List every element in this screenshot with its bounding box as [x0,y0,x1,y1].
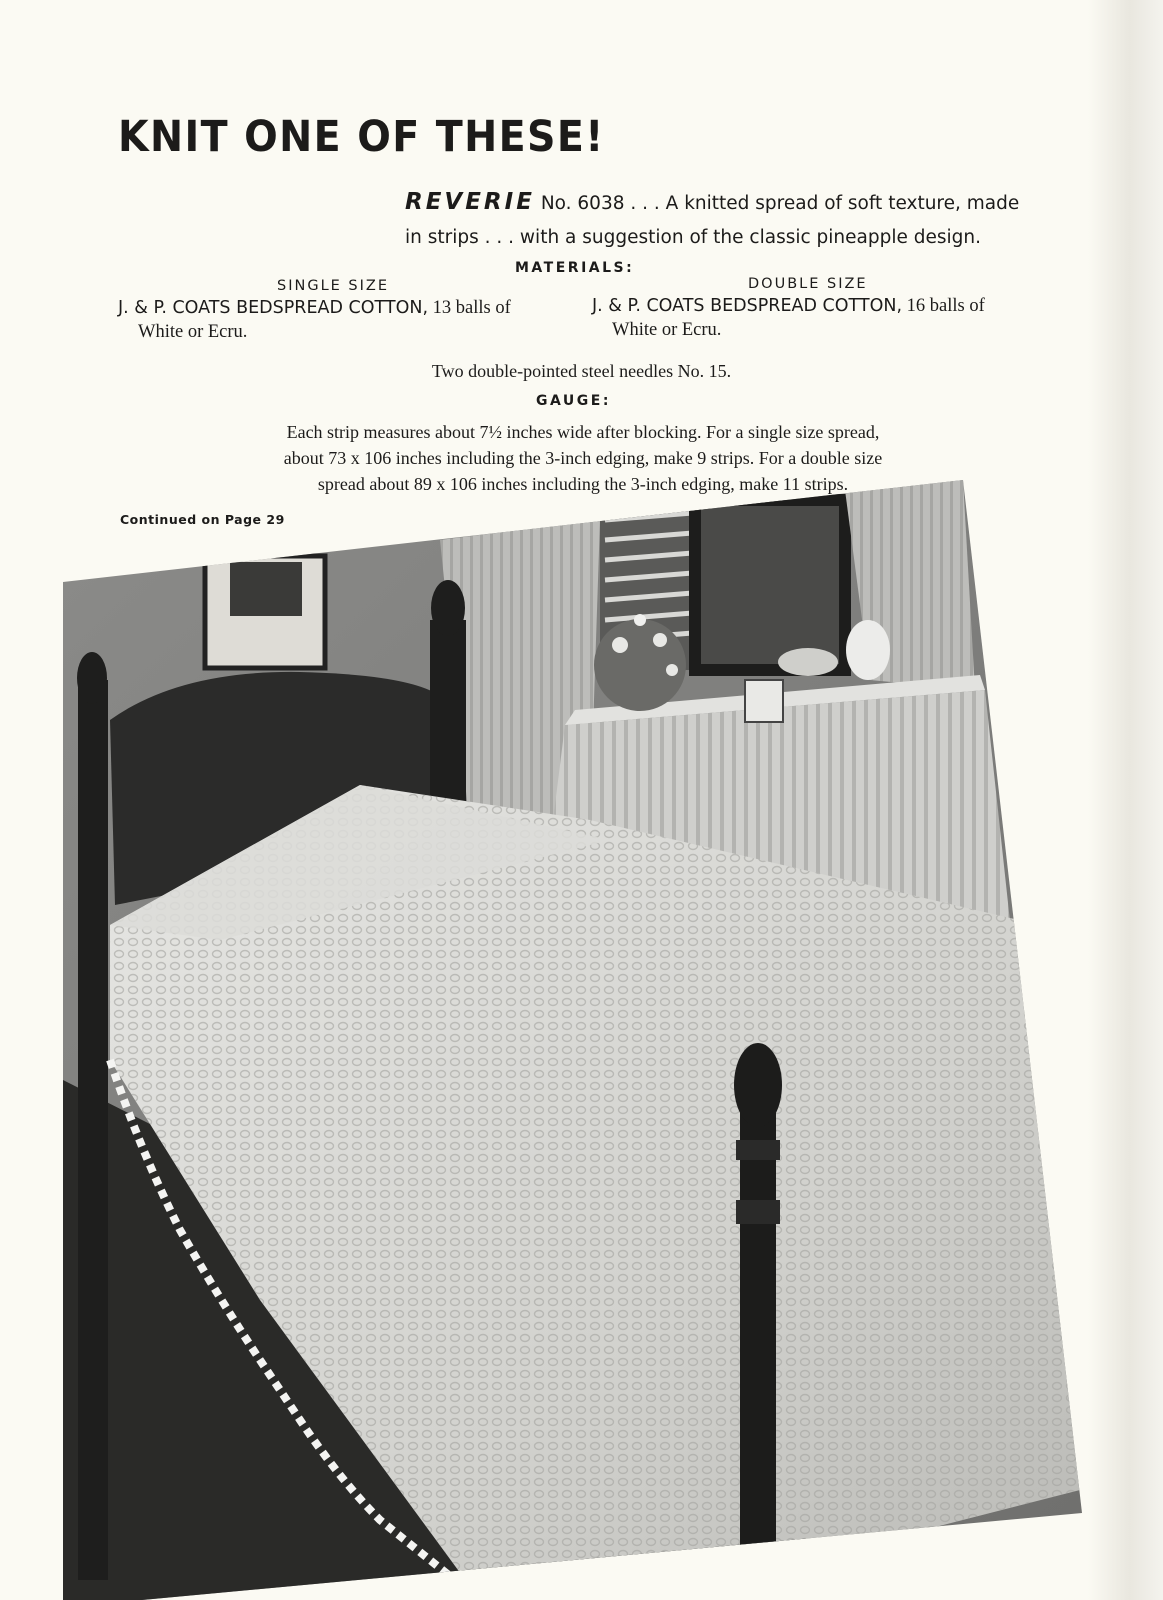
single-color: White or Ecru. [138,322,248,342]
needles-note: Two double-pointed steel needles No. 15. [431,361,732,381]
single-size-heading: SINGLE SIZE [277,278,389,294]
pattern-description-2: in strips . . . with a suggestion of the classic pineapple design. [405,227,982,248]
double-size-heading: DOUBLE SIZE [748,276,868,292]
single-brand: J. & P. COATS BEDSPREAD COTTON, [118,298,429,318]
gauge-line-3: spread about 89 x 106 inches including the 3-inch edging, make 11 strips. [317,474,849,494]
gauge-line-1: Each strip measures about 7½ inches wide after blocking. For a single size spread, [286,422,880,442]
pattern-name: REVERIE [405,189,535,215]
page-title: KNIT ONE OF THESE! [118,112,605,162]
materials-heading: MATERIALS: [515,260,635,276]
pattern-description-1: No. 6038 . . . A knitted spread of soft texture, made [540,193,1020,214]
double-color: White or Ecru. [612,320,722,340]
single-amount: 13 balls of [432,298,511,318]
double-amount: 16 balls of [906,296,985,316]
gauge-line-2: about 73 x 106 inches including the 3-inch edging, make 9 strips. For a double size [283,448,883,468]
continued-note: Continued on Page 29 [120,512,285,527]
gauge-heading: GAUGE: [536,393,611,409]
double-brand: J. & P. COATS BEDSPREAD COTTON, [592,296,903,316]
